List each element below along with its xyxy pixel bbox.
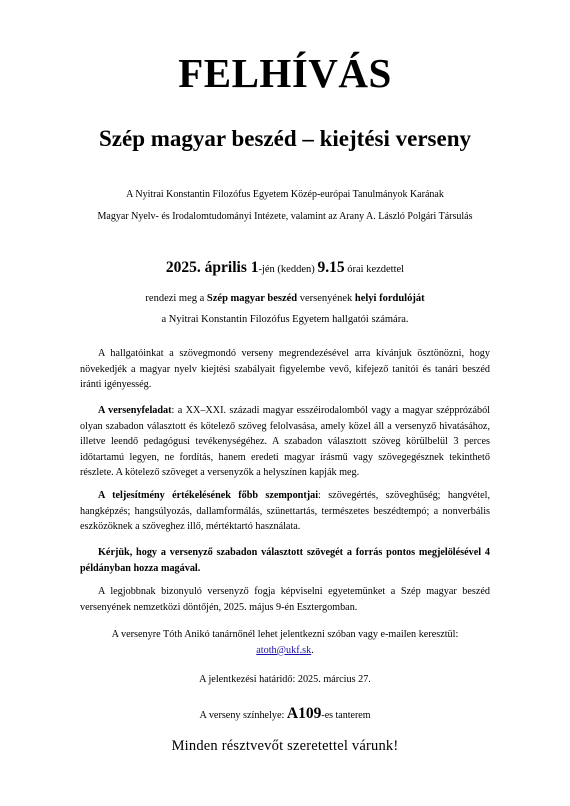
- venue-room: A109: [286, 705, 322, 722]
- event-time: 9.15: [317, 259, 345, 276]
- paragraph-task: [80, 403, 490, 481]
- intro-line-1: [0, 292, 570, 306]
- paragraph-criteria: [80, 488, 490, 535]
- event-date: [0, 257, 570, 281]
- organizer-line-2: Magyar Nyelv- és Irodalomtudományi Intézete, valamint az Arany A. László Polgári Társulás: [97, 211, 473, 222]
- page-subtitle: Szép magyar beszéd – kiejtési verseny: [99, 126, 471, 151]
- contact-text: A versenyre Tóth Anikó tanárnőnél lehet jelentkezni szóban vagy e-mailen keresztül:: [111, 629, 459, 640]
- organizer-line-1: A Nyitrai Konstantin Filozófus Egyetem Közép-európai Tanulmányok Karának: [126, 189, 444, 200]
- event-date-day-suffix: -jén (kedden): [258, 264, 315, 275]
- intro-mid: versenyének: [297, 293, 355, 304]
- intro-line-2: a Nyitrai Konstantin Filozófus Egyetem hallgatói számára.: [161, 314, 409, 325]
- contact-info: [0, 627, 570, 658]
- venue: [0, 703, 570, 727]
- task-label: A versenyfeladat: [98, 405, 172, 416]
- paragraph-final: [80, 584, 490, 615]
- venue-pre: A verseny színhelye:: [199, 710, 287, 721]
- venue-suffix: -es tanterem: [321, 710, 371, 721]
- criteria-text: : szövegértés, szöveghűség; hangvétel, hangképzés; hangsúlyozás, dallamformálás, szünettartás, természetes beszédtempó; a nonverbális eszközöknek a szöveghez illő, mértéktartó használata.: [80, 490, 490, 533]
- closing-line: Minden résztvevőt szeretettel várunk!: [171, 738, 399, 754]
- paragraph-request-text: Kérjük, hogy a versenyző szabadon választott szövegét a forrás pontos megjelölésével 4 példányban hozza magával.: [80, 547, 490, 574]
- page-title: FELHÍVÁS: [178, 50, 392, 96]
- task-text: : a XX–XXI. századi magyar esszéirodalomból vagy a magyar szépprózából olyan szabadon választott és kötelező szöveg felolvasása, amely közel áll a versenyző hivatásához, illetve leendő pedagógusi tevékenységéhez. A szabadon választott szöveg körülbelül 3 perces időtartamú legyen, ne fordítás, hanem eredeti magyar írásmű vagy szövegegésznek tekinthető részlete. A kötelező szöveget a versenyzők a helyszínen kapják meg.: [80, 405, 490, 479]
- contact-email-link[interactable]: atoth@ukf.sk: [256, 644, 312, 656]
- criteria-label: A teljesítmény értékelésének főbb szempontjai: [98, 490, 319, 501]
- event-time-suffix: órai kezdettel: [344, 264, 405, 275]
- event-date-day: 2025. április 1: [165, 259, 259, 276]
- intro-pre: rendezi meg a: [145, 293, 207, 304]
- event-round: helyi fordulóját: [354, 293, 425, 304]
- application-deadline: A jelentkezési határidő: 2025. március 27.: [199, 674, 371, 685]
- event-name: Szép magyar beszéd: [206, 293, 298, 304]
- contact-email-suffix: .: [311, 644, 314, 656]
- paragraph-request: [80, 545, 490, 576]
- paragraph-aim: [80, 346, 490, 393]
- paragraph-aim-text: A hallgatóinkat a szövegmondó verseny megrendezésével arra kívánjuk ösztönözni, hogy növekedjék a magyar nyelv kiejtési szabályait figyelembe vevő, kifejező tanítói és tanári beszéd iránti igényesség.: [80, 348, 490, 391]
- paragraph-final-text: A legjobbnak bizonyuló versenyző fogja képviselni egyetemünket a Szép magyar beszéd versenyének nemzetközi döntőjén, 2025. május 9-én Esztergomban.: [80, 586, 490, 613]
